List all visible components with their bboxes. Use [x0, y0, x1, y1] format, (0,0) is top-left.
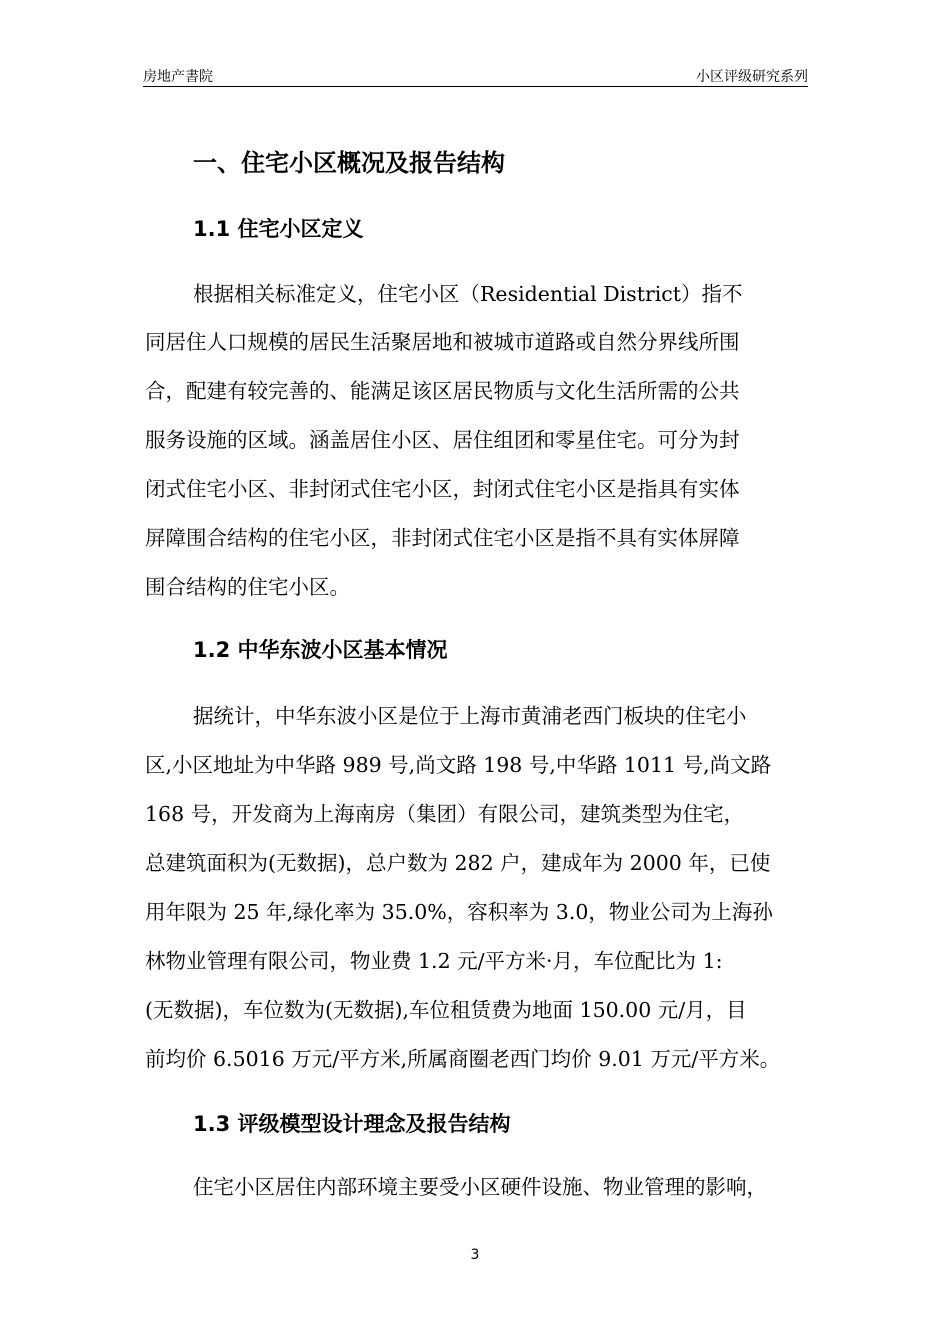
subsection-heading-1-2: 1.2 中华东波小区基本情况 — [193, 638, 448, 662]
paragraph-line: 总建筑面积为(无数据)，总户数为 282 户，建成年为 2000 年，已使 — [145, 851, 771, 875]
paragraph-line: 168 号，开发商为上海南房（集团）有限公司，建筑类型为住宅， — [145, 802, 745, 826]
paragraph-line: 林物业管理有限公司，物业费 1.2 元/平方米·月，车位配比为 1: — [145, 949, 723, 973]
header-left-text: 房地产書院 — [143, 69, 213, 85]
paragraph-line: 用年限为 25 年,绿化率为 35.0%，容积率为 3.0，物业公司为上海孙 — [145, 900, 773, 924]
paragraph-line: 合，配建有较完善的、能满足该区居民物质与文化生活所需的公共 — [145, 379, 740, 403]
paragraph-line: (无数据)，车位数为(无数据),车位租赁费为地面 150.00 元/月，目 — [145, 998, 747, 1022]
subsection-heading-1-3: 1.3 评级模型设计理念及报告结构 — [193, 1112, 511, 1136]
paragraph-line: 区,小区地址为中华路 989 号,尚文路 198 号,中华路 1011 号,尚文路 — [145, 753, 772, 777]
page-number: 3 — [470, 1247, 480, 1263]
subsection-heading-1-1: 1.1 住宅小区定义 — [193, 217, 364, 241]
paragraph-line: 住宅小区居住内部环境主要受小区硬件设施、物业管理的影响， — [193, 1175, 767, 1199]
section-title: 一、住宅小区概况及报告结构 — [193, 149, 505, 177]
page-header — [143, 60, 808, 87]
paragraph-line: 屏障围合结构的住宅小区，非封闭式住宅小区是指不具有实体屏障 — [145, 526, 740, 550]
paragraph-line: 据统计，中华东波小区是位于上海市黄浦老西门板块的住宅小 — [193, 704, 747, 728]
paragraph-line: 闭式住宅小区、非封闭式住宅小区，封闭式住宅小区是指具有实体 — [145, 477, 740, 501]
paragraph-line: 服务设施的区域。涵盖居住小区、居住组团和零星住宅。可分为封 — [145, 428, 740, 452]
paragraph-line: 前均价 6.5016 万元/平方米,所属商圈老西门均价 9.01 万元/平方米。 — [145, 1047, 781, 1071]
paragraph-line: 同居住人口规模的居民生活聚居地和被城市道路或自然分界线所围 — [145, 330, 740, 354]
paragraph-line: 根据相关标准定义，住宅小区（Residential District）指不 — [193, 282, 743, 306]
paragraph-line: 围合结构的住宅小区。 — [145, 575, 350, 599]
header-right-text: 小区评级研究系列 — [696, 69, 808, 85]
